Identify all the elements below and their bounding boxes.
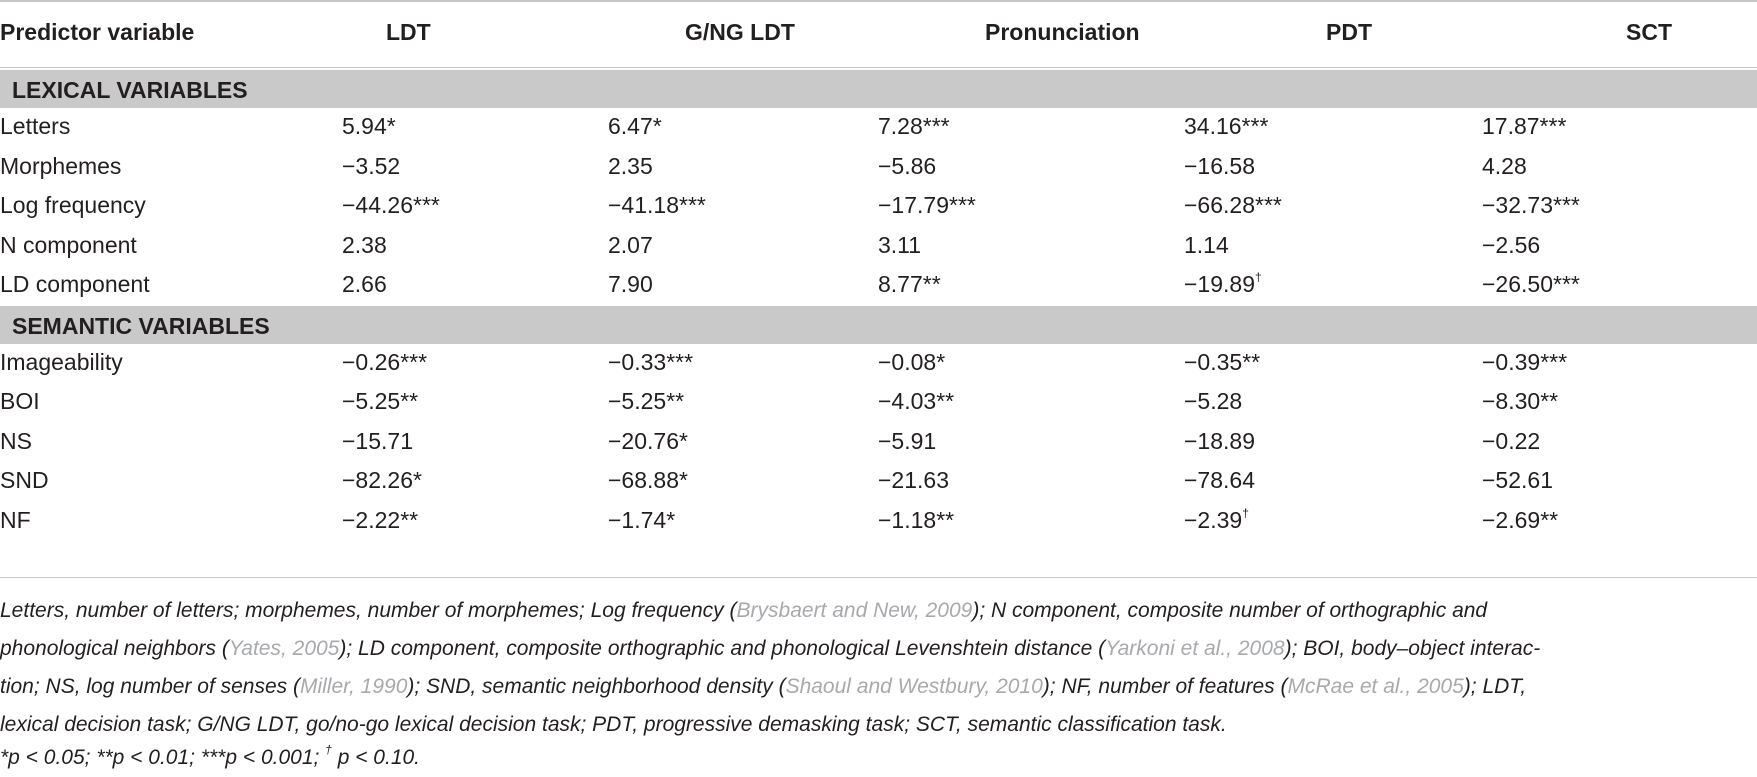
table-cell: −78.64 [1184,467,1255,493]
bottom-rule [0,577,1757,578]
column-header-pdt: PDT [1326,19,1372,45]
table-cell: −26.50*** [1482,271,1580,297]
section-title: SEMANTIC VARIABLES [12,312,270,339]
column-header-ldt: LDT [386,19,431,45]
citation-link[interactable]: McRae et al., 2005 [1287,675,1464,698]
table-cell: −2.56 [1482,231,1541,258]
table-cell: −15.71 [342,427,413,454]
table-cell: 34.16*** [1184,113,1269,139]
table-cell: −2.69** [1482,506,1559,533]
table-cell: −44.26*** [342,192,440,218]
citation-link[interactable]: Yates, 2005 [228,637,340,660]
column-header-gng-ldt: G/NG LDT [685,19,795,45]
table-cell: −5.86 [878,152,937,179]
table-cell: −66.28*** [1184,192,1282,218]
footnote-line-4: lexical decision task; G/NG LDT, go/no-go lexical decision task; PDT, progressive demasking task; SCT, semantic classification task. [0,713,1227,736]
row-label: BOI [0,388,40,414]
table-cell: 4.28 [1482,152,1527,179]
header-rule [0,67,1757,68]
section-header [0,70,1757,108]
table-cell: −8.30** [1482,388,1559,414]
table-cell: −19.89† [1184,270,1262,297]
dagger-symbol: † [325,743,332,757]
citation-link[interactable]: Miller, 1990 [299,675,408,698]
table-cell: −21.63 [878,467,949,493]
table-cell: −3.52 [342,152,401,179]
footnote-significance: *p < 0.05; **p < 0.01; ***p < 0.001; † p < 0.10. [0,743,421,769]
table-cell: 7.28*** [878,113,950,139]
row-label: Log frequency [0,192,146,218]
table-cell: −52.61 [1482,467,1553,493]
table-cell: −0.22 [1482,427,1541,454]
table-cell: −32.73*** [1482,192,1580,218]
footnote-line-1: Letters, number of letters; morphemes, number of morphemes; Log frequency (Brysbaert and New, 2009); N component, composite number of orthographic and [0,599,1488,622]
top-rule [0,0,1757,2]
table-cell: −82.26* [342,467,422,493]
section-header [0,306,1757,344]
dagger-symbol: † [1255,270,1262,285]
table-cell: 6.47* [608,113,662,139]
table-cell: −5.28 [1184,388,1243,414]
table-cell: −0.26*** [342,348,428,375]
table-cell: −16.58 [1184,152,1255,179]
table-cell: −1.74* [608,506,676,533]
table-cell: −1.18** [878,506,955,533]
table-cell: −0.39*** [1482,348,1568,375]
table-cell: 17.87*** [1482,113,1567,139]
table-cell: −41.18*** [608,192,706,218]
table-cell: 1.14 [1184,231,1229,258]
table-cell: −2.39† [1184,505,1249,533]
table-cell: −0.08* [878,348,946,375]
row-label: NF [0,506,31,533]
table-cell: 2.38 [342,231,387,258]
table-cell: −17.79*** [878,192,976,218]
row-label: Imageability [0,348,123,375]
table-cell: 2.35 [608,152,653,179]
table-cell: −5.25** [608,388,685,414]
table-cell: −68.88* [608,467,688,493]
row-label: N component [0,231,137,258]
table-cell: −4.03** [878,388,955,414]
table-cell: −0.35** [1184,348,1261,375]
section-title: LEXICAL VARIABLES [12,77,248,103]
row-label: SND [0,467,49,493]
table-cell: −20.76* [608,427,688,454]
row-label: Letters [0,113,71,139]
dagger-symbol: † [1242,505,1249,520]
table-cell: −5.91 [878,427,937,454]
table-cell: −18.89 [1184,427,1255,454]
table-cell: −2.22** [342,506,419,533]
citation-link[interactable]: Yarkoni et al., 2008 [1105,637,1285,660]
table-cell: 8.77** [878,271,941,297]
row-label: NS [0,427,32,454]
table-cell: 2.66 [342,271,387,297]
footnote-line-2: phonological neighbors (Yates, 2005); LD component, composite orthographic and phonological Levenshtein distance (Yarkoni et al., 2008); BOI, body–object interac- [0,637,1541,660]
column-header-predictor: Predictor variable [0,19,195,45]
citation-link[interactable]: Shaoul and Westbury, 2010 [785,675,1043,698]
column-header-pronunciation: Pronunciation [985,19,1140,45]
row-label: LD component [0,271,150,297]
row-label: Morphemes [0,152,122,179]
table-cell: 5.94* [342,113,396,139]
table-cell: 3.11 [878,231,922,258]
column-header-sct: SCT [1626,19,1672,45]
table-cell: −5.25** [342,388,419,414]
footnote-line-3: tion; NS, log number of senses (Miller, 1990); SND, semantic neighborhood density (Shaoul and Westbury, 2010); NF, number of features (McRae et al., 2005); LDT, [0,675,1527,698]
citation-link[interactable]: Brysbaert and New, 2009 [736,599,973,622]
table-cell: 2.07 [608,231,653,258]
table-cell: −0.33*** [608,348,694,375]
table-cell: 7.90 [608,271,653,297]
